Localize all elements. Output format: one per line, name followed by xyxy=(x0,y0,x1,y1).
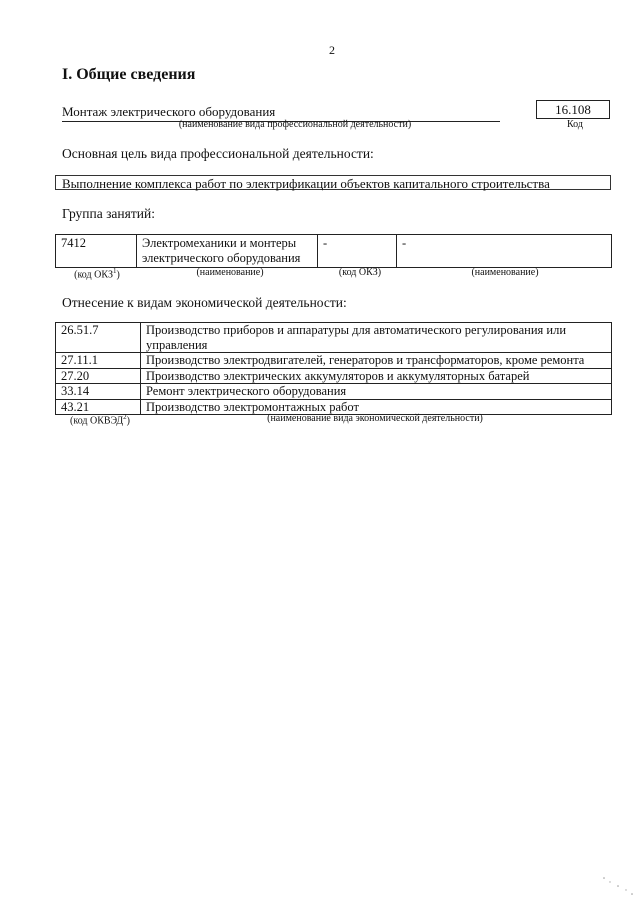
main-goal-text: Выполнение комплекса работ по электрификации объектов капитального строительства xyxy=(55,175,611,190)
page-number: 2 xyxy=(329,43,335,57)
okz-code-caption: (код ОКЗ$^1$) xyxy=(74,267,120,281)
professional-activity-code: 16.108 xyxy=(536,100,610,119)
table-row xyxy=(56,384,612,400)
okved-code-cell: 43.21 xyxy=(56,399,141,415)
scan-artifact-dots xyxy=(596,860,636,900)
okz-name-cell-2: - xyxy=(397,235,612,268)
occupation-group-table xyxy=(55,234,612,268)
okz-name-caption-2: (наименование) xyxy=(471,267,539,278)
okved-name-cell: Производство электрических аккумуляторов и аккумуляторных батарей xyxy=(141,368,612,384)
okved-name-cell: Производство электромонтажных работ xyxy=(141,399,612,415)
table-row xyxy=(56,235,612,268)
section-title: I. Общие сведения xyxy=(62,66,196,83)
okved-name-cell: Производство приборов и аппаратуры для автоматического регулирования или управления xyxy=(141,323,612,353)
okz-code-caption-2: (код ОКЗ) xyxy=(338,267,382,278)
table-row xyxy=(56,353,612,369)
okz-code-cell: 7412 xyxy=(56,235,137,268)
professional-activity-code-caption: Код xyxy=(567,119,583,130)
economic-activity-table xyxy=(55,322,612,415)
okved-name-cell: Ремонт электрического оборудования xyxy=(141,384,612,400)
professional-activity-name: Монтаж электрического оборудования xyxy=(62,104,500,122)
okved-name-cell: Производство электродвигателей, генераторов и трансформаторов, кроме ремонта xyxy=(141,353,612,369)
okved-code-cell: 33.14 xyxy=(56,384,141,400)
table-row xyxy=(56,323,612,353)
okved-code-cell: 27.20 xyxy=(56,368,141,384)
okved-code-cell: 27.11.1 xyxy=(56,353,141,369)
okved-code-cell: 26.51.7 xyxy=(56,323,141,353)
table-row xyxy=(56,368,612,384)
occupation-group-label: Группа занятий: xyxy=(62,206,155,221)
okz-name-caption: (наименование) xyxy=(196,267,264,278)
professional-activity-name-caption: (наименование вида профессиональной деятельности) xyxy=(178,119,412,130)
okz-code-cell-2: - xyxy=(318,235,397,268)
economic-activity-label: Отнесение к видам экономической деятельности: xyxy=(62,295,347,310)
okz-name-cell: Электромеханики и монтеры электрического оборудования xyxy=(137,235,318,268)
main-goal-label: Основная цель вида профессиональной деятельности: xyxy=(62,146,374,161)
okved-name-caption: (наименование вида экономической деятельности) xyxy=(267,413,483,424)
okved-code-caption: (код ОКВЭД$^2$) xyxy=(70,413,130,427)
